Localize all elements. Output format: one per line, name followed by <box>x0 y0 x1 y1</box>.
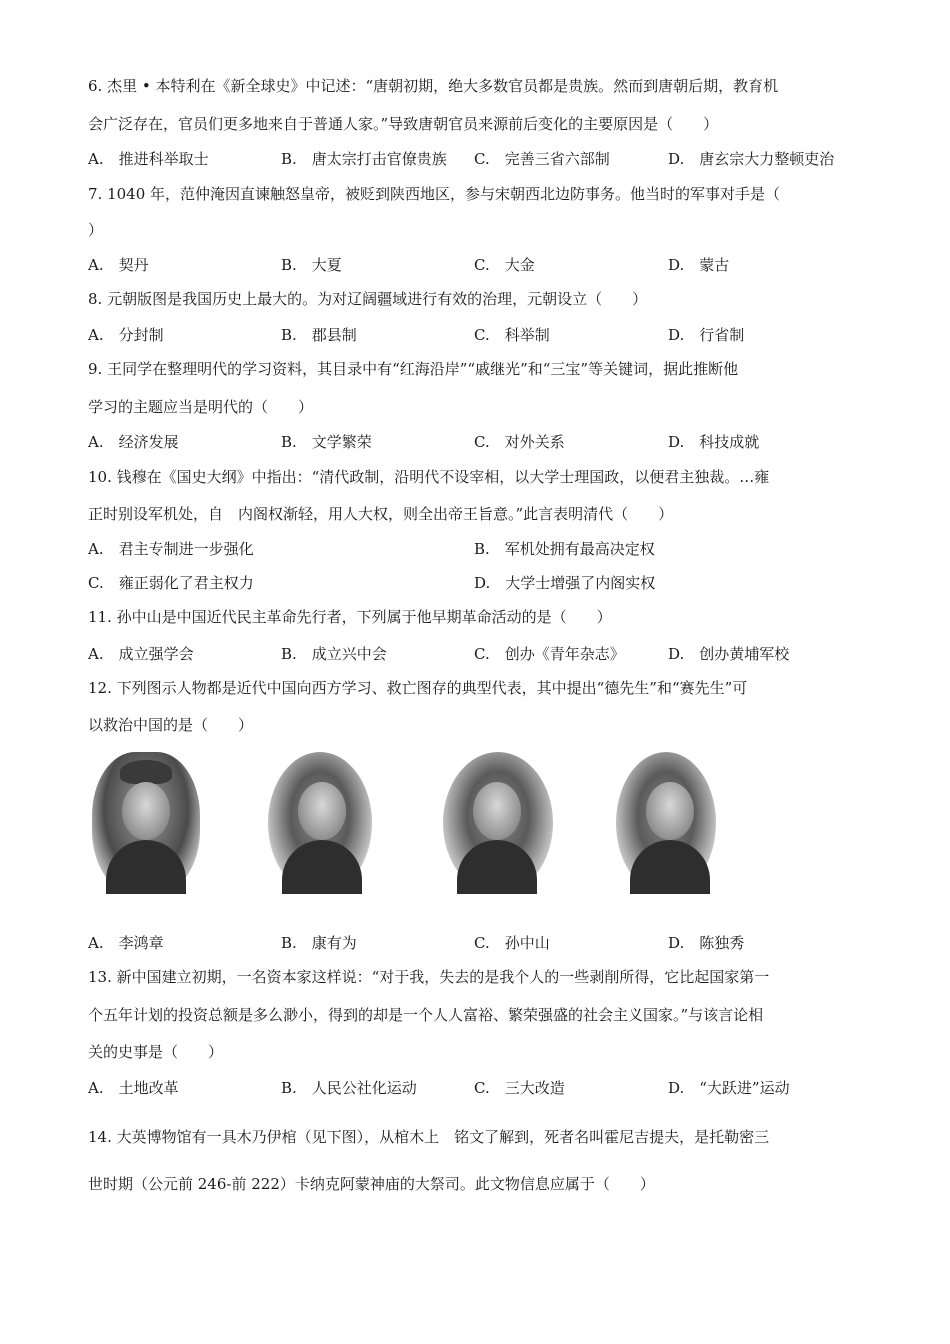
question-14-line-2: 世时期（公元前 246-前 222）卡纳克阿蒙神庙的大祭司。此文物信息应属于（ ） <box>88 1175 655 1193</box>
option-d: D. 大学士增强了内阁实权 <box>474 574 656 592</box>
question-10-line-1: 10. 钱穆在《国史大纲》中指出：“清代政制，沿明代不设宰相，以大学士理国政，以便君主独裁。…雍 <box>88 468 770 486</box>
option-c: C. 对外关系 <box>474 433 565 451</box>
question-11-line-1: 11. 孙中山是中国近代民主革命先行者，下列属于他早期革命活动的是（ ） <box>88 608 612 626</box>
question-12-options <box>88 933 868 953</box>
question-7-line-2: ） <box>88 221 104 239</box>
option-d: D. 科技成就 <box>668 433 760 451</box>
option-d: D. 创办黄埔军校 <box>668 645 790 663</box>
option-c: C. 大金 <box>474 256 535 274</box>
option-d: D. 陈独秀 <box>668 934 745 952</box>
option-a: A. 君主专制进一步强化 <box>88 540 254 558</box>
question-6-options <box>88 149 868 169</box>
question-11-options <box>88 644 868 664</box>
option-a: A. 契丹 <box>88 256 149 274</box>
option-a: A. 推进科举取士 <box>88 150 209 168</box>
portrait-kang-youwei <box>268 752 372 894</box>
option-d: D. 蒙古 <box>668 256 730 274</box>
question-6-line-2: 会广泛存在，官员们更多地来自于普通人家。”导致唐朝官员来源前后变化的主要原因是（ ） <box>88 115 719 133</box>
option-b: B. 大夏 <box>281 256 342 274</box>
portrait-li-hongzhang <box>92 752 200 894</box>
question-12-line-2: 以救治中国的是（ ） <box>88 716 254 734</box>
option-c: C. 创办《青年杂志》 <box>474 645 625 663</box>
option-b: B. 军机处拥有最高决定权 <box>474 540 655 558</box>
question-7-line-1: 7. 1040 年，范仲淹因直谏触怒皇帝，被贬到陕西地区，参与宋朝西北边防事务。他当时的军事对手是（ <box>88 185 781 203</box>
option-d: D. 行省制 <box>668 326 745 344</box>
question-10-line-2: 正时别设军机处，自 内阁权渐轻，用人大权，则全出帝王旨意。”此言表明清代（ ） <box>88 505 674 523</box>
option-b: B. 康有为 <box>281 934 357 952</box>
option-b: B. 唐太宗打击官僚贵族 <box>281 150 447 168</box>
question-10-options-row-1 <box>88 539 868 559</box>
question-13-line-1: 13. 新中国建立初期，一名资本家这样说：“对于我，失去的是我个人的一些剥削所得，它比起国家第一 <box>88 968 770 986</box>
option-c: C. 完善三省六部制 <box>474 150 610 168</box>
option-d: D. 唐玄宗大力整顿吏治 <box>668 150 835 168</box>
option-c: C. 雍正弱化了君主权力 <box>88 574 254 592</box>
question-6-line-1: 6. 杰里 • 本特利在《新全球史》中记述：“唐朝初期，绝大多数官员都是贵族。然而到唐朝后期，教育机 <box>88 77 779 95</box>
option-a: A. 经济发展 <box>88 433 179 451</box>
option-b: B. 文学繁荣 <box>281 433 372 451</box>
option-d: D. “大跃进”运动 <box>668 1079 790 1097</box>
option-b: B. 人民公社化运动 <box>281 1079 417 1097</box>
portrait-chen-duxiu <box>616 752 716 894</box>
option-b: B. 成立兴中会 <box>281 645 387 663</box>
option-a: A. 土地改革 <box>88 1079 179 1097</box>
option-b: B. 郡县制 <box>281 326 357 344</box>
question-10-options-row-2 <box>88 573 868 593</box>
option-a: A. 分封制 <box>88 326 164 344</box>
option-c: C. 孙中山 <box>474 934 550 952</box>
question-13-line-3: 关的史事是（ ） <box>88 1043 224 1061</box>
question-8-line-1: 8. 元朝版图是我国历史上最大的。为对辽阔疆域进行有效的治理，元朝设立（ ） <box>88 290 648 308</box>
option-c: C. 三大改造 <box>474 1079 565 1097</box>
question-9-line-2: 学习的主题应当是明代的（ ） <box>88 398 314 416</box>
question-8-options <box>88 325 868 345</box>
option-c: C. 科举制 <box>474 326 550 344</box>
question-9-options <box>88 432 868 452</box>
question-13-line-2: 个五年计划的投资总额是多么渺小，得到的却是一个人人富裕、繁荣强盛的社会主义国家。”与该言论相 <box>88 1006 764 1024</box>
portrait-sun-zhongshan <box>443 752 553 894</box>
question-13-options <box>88 1078 868 1098</box>
question-14-line-1: 14. 大英博物馆有一具木乃伊棺（见下图），从棺木上 铭文了解到，死者名叫霍尼吉提夫，是托勒密三 <box>88 1128 770 1146</box>
question-9-line-1: 9. 王同学在整理明代的学习资料，其目录中有“红海沿岸”“戚继光”和“三宝”等关键词，据此推断他 <box>88 360 739 378</box>
question-7-options <box>88 255 868 275</box>
question-12-line-1: 12. 下列图示人物都是近代中国向西方学习、救亡图存的典型代表，其中提出“德先生”和“赛先生”可 <box>88 679 748 697</box>
option-a: A. 成立强学会 <box>88 645 194 663</box>
option-a: A. 李鸿章 <box>88 934 164 952</box>
